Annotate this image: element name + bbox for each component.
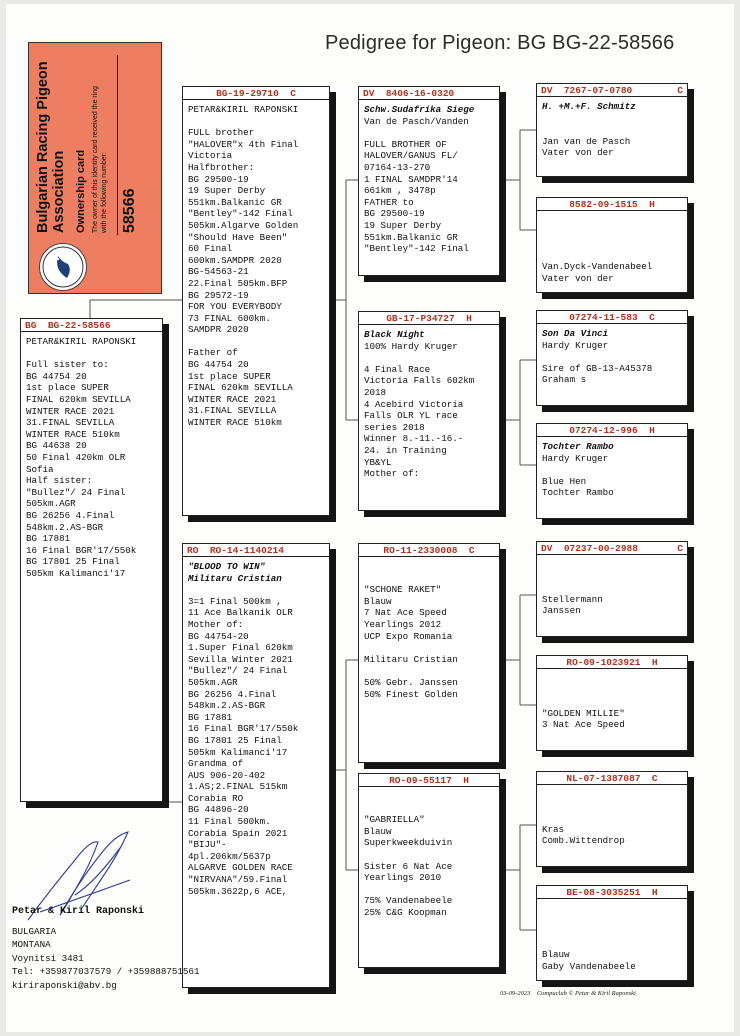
- note-line: Winner 8.-11.-16.-: [364, 433, 464, 445]
- card-divider: [117, 55, 118, 235]
- dam-sire-box: [358, 543, 500, 763]
- note-line: Blauw: [542, 949, 570, 961]
- note-line: 548km.2.AS-BGR: [188, 700, 266, 712]
- note-line: H. +M.+F. Schmitz: [542, 101, 636, 112]
- ss-ring: 8406-16-0320: [385, 88, 455, 99]
- ss-notes: [359, 100, 499, 255]
- card-ring-number: 58566: [121, 188, 138, 233]
- note-line: "SCHONE RAKET": [364, 584, 442, 596]
- note-line: 11 Ace Balkanik OLR: [188, 607, 293, 619]
- note-line: Vater von der: [542, 147, 614, 159]
- sds-sex: C: [649, 312, 655, 323]
- note-line: 551km.Balkanic GR: [188, 196, 282, 208]
- sss-country: DV: [541, 85, 553, 96]
- note-line: Sevilla Winter 2021: [188, 653, 293, 665]
- note-line: Victoria Falls 602km: [364, 375, 475, 387]
- sdd-notes: [537, 437, 687, 499]
- ssd-sex: H: [649, 199, 655, 210]
- note-line: [364, 573, 494, 585]
- note-line: Halfbrother:: [188, 161, 255, 173]
- note-line: [364, 849, 494, 861]
- note-line: "Should Have Been": [188, 231, 288, 243]
- ds-ring: RO-11-2330008: [383, 545, 458, 556]
- note-line: [188, 116, 324, 128]
- note-line: Father of: [188, 347, 238, 359]
- note-line: [542, 227, 682, 239]
- note-line: 50% Finest Golden: [364, 688, 458, 700]
- dam-notes: [183, 557, 329, 897]
- note-line: Janssen: [542, 605, 581, 617]
- note-line: HALOVER/GANUS FL/: [364, 150, 458, 162]
- note-line: Blauw: [364, 595, 392, 607]
- note-line: Mother of:: [364, 468, 420, 480]
- note-line: [542, 351, 682, 363]
- note-line: BG 17801 25 Final: [26, 556, 120, 568]
- ds-sex: C: [468, 545, 475, 556]
- note-line: [542, 582, 682, 594]
- note-line: BG 44754-20: [188, 630, 249, 642]
- note-line: [542, 789, 682, 801]
- dd-ring: RO-09-55117: [389, 775, 452, 786]
- sds-notes: [537, 324, 687, 386]
- note-line: BG 17801 25 Final: [188, 734, 282, 746]
- note-line: Son Da Vinci: [542, 328, 609, 339]
- note-line: PETAR&KIRIL RAPONSKI: [188, 104, 299, 115]
- note-line: 4pl.206km/5637p: [188, 850, 271, 862]
- note-line: Sister 6 Nat Ace: [364, 860, 453, 872]
- note-line: ALGARVE GOLDEN RACE: [188, 862, 293, 874]
- note-line: [364, 642, 494, 654]
- note-line: "Bullez"/ 24 Final: [188, 665, 288, 677]
- sire-sex: C: [290, 88, 296, 99]
- note-line: [364, 803, 494, 815]
- note-line: "Bentley"-142 Final: [364, 243, 469, 255]
- note-line: WINTER RACE 2021: [188, 393, 277, 405]
- sire-box: [182, 86, 330, 516]
- note-line: FINAL 620km SEVILLA: [188, 382, 293, 394]
- note-line: 661km , 3478p: [364, 185, 436, 197]
- sd-sex: H: [466, 313, 472, 324]
- note-line: "NIRVANA"/59.Final: [188, 874, 288, 886]
- owner-phone: Tel: +359877037579 / +359888751561: [12, 966, 200, 977]
- note-line: 31.FINAL SEVILLA: [26, 417, 115, 429]
- note-line: Grandma of: [188, 758, 244, 770]
- ddd-ring: BE-08-3035251: [566, 887, 641, 898]
- note-line: Tochter Rambo: [542, 441, 614, 452]
- note-line: Black Night: [364, 329, 425, 340]
- card-subtitle: Ownership card: [75, 149, 87, 233]
- note-line: Van de Pasch/Vanden: [364, 115, 469, 127]
- note-line: BG-54563-21: [188, 266, 249, 278]
- note-line: BG 29500-19: [188, 173, 249, 185]
- owner-name: Petar & Kiril Raponski: [12, 906, 145, 917]
- subject-notes: [21, 332, 162, 579]
- note-line: Sire of GB-13-A45378: [542, 362, 653, 374]
- note-line: [364, 884, 494, 896]
- note-line: Jan van de Pasch: [542, 135, 631, 147]
- note-line: Hardy Kruger: [542, 452, 609, 464]
- note-line: AUS 906-20-402: [188, 769, 266, 781]
- dds-notes: [537, 785, 687, 847]
- ssd-ring: 8582-09-1515: [569, 199, 638, 210]
- footer: [500, 990, 636, 997]
- dd-sex: H: [463, 775, 469, 786]
- ssd-notes: [537, 211, 687, 285]
- owner-info: [12, 905, 199, 992]
- note-line: [542, 559, 682, 571]
- note-line: 1.Super Final 620km: [188, 642, 293, 654]
- note-line: BG 44754 20: [188, 359, 249, 371]
- note-line: Blauw: [364, 825, 392, 837]
- dss-box: [536, 541, 688, 637]
- sss-box: [536, 83, 688, 177]
- note-line: [542, 673, 682, 685]
- note-line: 2018: [364, 386, 387, 398]
- owner-country: BULGARIA: [12, 925, 57, 937]
- note-line: [188, 584, 324, 596]
- note-line: WINTER RACE 2021: [26, 405, 115, 417]
- note-line: series 2018: [364, 421, 425, 433]
- note-line: 505km.3622p,6 ACE,: [188, 885, 288, 897]
- ddd-box: [536, 885, 688, 981]
- note-line: 11 Final 500km.: [188, 816, 271, 828]
- sire-dam-box: [358, 311, 500, 511]
- note-line: [542, 250, 682, 262]
- note-line: [542, 903, 682, 915]
- owner-address: Voynitsi 3481: [12, 952, 84, 964]
- note-line: FULL brother: [188, 127, 255, 139]
- note-line: [542, 238, 682, 250]
- note-line: [364, 352, 494, 364]
- dam-box: [182, 543, 330, 988]
- sdd-sex: H: [649, 425, 655, 436]
- note-line: 3=1 Final 500km ,: [188, 595, 282, 607]
- pigeon-icon: [40, 244, 86, 290]
- sd-ring: GB-17-P34727: [386, 313, 455, 324]
- note-line: BG 44754 20: [26, 370, 87, 382]
- note-line: BG 29572-19: [188, 289, 249, 301]
- note-line: "Bullez"/ 24 Final: [26, 486, 126, 498]
- note-line: 31.FINAL SEVILLA: [188, 405, 277, 417]
- note-line: [364, 791, 494, 803]
- note-line: 60 Final: [188, 243, 233, 255]
- note-line: 1st place SUPER: [26, 382, 109, 394]
- sdd-box: [536, 423, 688, 519]
- note-line: [542, 215, 682, 227]
- note-line: Yearlings 2010: [364, 872, 442, 884]
- note-line: Schw.Sudafrika Siege: [364, 104, 475, 115]
- note-line: 548km.2.AS-BGR: [26, 521, 104, 533]
- note-line: 505km Kalimanci'17: [188, 746, 288, 758]
- note-line: [542, 571, 682, 583]
- note-line: 4 Acebird Victoria: [364, 398, 464, 410]
- note-line: Blue Hen: [542, 475, 587, 487]
- note-line: "BLOOD TO WIN": [188, 561, 266, 572]
- sss-ring: 7267-07-0780: [563, 85, 633, 96]
- footer-credit: Compuclub © Petar & Kiril Raponski: [536, 990, 636, 997]
- note-line: BG 44896-20: [188, 804, 249, 816]
- note-line: 4 Final Race: [364, 363, 431, 375]
- sds-box: [536, 310, 688, 406]
- note-line: Yearlings 2012: [364, 618, 442, 630]
- ds-notes: [359, 557, 499, 700]
- note-line: 19 Super Derby: [188, 185, 266, 197]
- note-line: 551km.Balkanic GR: [364, 231, 458, 243]
- note-line: BG 26256 4.Final: [188, 688, 277, 700]
- note-line: Gaby Vandenabeele: [542, 960, 636, 972]
- note-line: Corabia Spain 2021: [188, 827, 288, 839]
- dsd-notes: [537, 669, 687, 731]
- note-line: 3 Nat Ace Speed: [542, 719, 625, 731]
- note-line: "BIJU"-: [188, 839, 227, 851]
- dd-notes: [359, 787, 499, 919]
- note-line: [364, 561, 494, 573]
- note-line: "Bentley"-142 Final: [188, 208, 293, 220]
- note-line: [542, 113, 682, 125]
- note-line: Vater von der: [542, 272, 614, 284]
- note-line: 50 Final 420km OLR: [26, 451, 126, 463]
- ownership-card: [28, 42, 162, 294]
- dsd-sex: H: [651, 657, 658, 668]
- note-line: Graham s: [542, 374, 587, 386]
- note-line: 16 Final BGR'17/550k: [26, 544, 137, 556]
- note-line: [542, 685, 682, 697]
- note-line: [542, 801, 682, 813]
- ssd-box: [536, 197, 688, 293]
- sds-ring: 07274-11-583: [569, 312, 638, 323]
- dsd-box: [536, 655, 688, 751]
- note-line: 75% Vandenabeele: [364, 895, 453, 907]
- note-line: [542, 938, 682, 950]
- note-line: [542, 696, 682, 708]
- note-line: BG 17881: [26, 533, 71, 545]
- dam-ring: RO-14-1140214: [209, 545, 284, 556]
- note-line: 7 Nat Ace Speed: [364, 607, 447, 619]
- dam-dam-box: [358, 773, 500, 968]
- association-logo: [39, 243, 87, 291]
- note-line: Sofia: [26, 463, 54, 475]
- note-line: [364, 127, 494, 139]
- note-line: [26, 348, 157, 360]
- note-line: Hardy Kruger: [542, 339, 609, 351]
- note-line: 505km Kalimanci'17: [26, 567, 126, 579]
- note-line: Victoria: [188, 150, 233, 162]
- owner-email: kiriraponski@abv.bg: [12, 979, 117, 991]
- ss-country: DV: [363, 88, 375, 99]
- note-line: PETAR&KIRIL RAPONSKI: [26, 336, 137, 347]
- note-line: FULL BROTHER OF: [364, 138, 447, 150]
- note-line: 22.Final 505km.BFP: [188, 277, 288, 289]
- sire-ring: BG-19-29710: [216, 88, 279, 99]
- note-line: FOR YOU EVERYBODY: [188, 301, 282, 313]
- note-line: Full sister to:: [26, 359, 109, 371]
- note-line: 1 FINAL SAMDPR'14: [364, 173, 458, 185]
- note-line: UCP Expo Romania: [364, 630, 453, 642]
- note-line: Militaru Cristian: [188, 572, 282, 584]
- note-line: FINAL 620km SEVILLA: [26, 393, 131, 405]
- ddd-notes: [537, 899, 687, 973]
- note-line: "HALOVER"x 4th Final: [188, 138, 299, 150]
- note-line: FATHER to: [364, 196, 414, 208]
- note-line: YB&YL: [364, 456, 392, 468]
- note-line: 19 Super Derby: [364, 219, 442, 231]
- dam-country: RO: [187, 545, 199, 556]
- dss-country: DV: [541, 543, 553, 554]
- note-line: [542, 124, 682, 136]
- note-line: Tochter Rambo: [542, 487, 614, 499]
- note-line: WINTER RACE 510km: [188, 417, 282, 429]
- note-line: 505km.AGR: [26, 498, 76, 510]
- note-line: [542, 464, 682, 476]
- note-line: 16 Final BGR'17/550k: [188, 723, 299, 735]
- dsd-ring: RO-09-1023921: [566, 657, 641, 668]
- note-line: BG 44638 20: [26, 440, 87, 452]
- subject-country: BG: [25, 320, 37, 331]
- note-line: 07164-13-270: [364, 161, 431, 173]
- sdd-ring: 07274-12-996: [569, 425, 638, 436]
- note-line: Van.Dyck-Vandenabeel: [542, 261, 653, 273]
- subject-ring: BG-22-58566: [47, 320, 111, 331]
- note-line: 600km.SAMDPR 2020: [188, 254, 282, 266]
- note-line: 25% C&G Koopman: [364, 906, 447, 918]
- note-line: "GABRIELLA": [364, 814, 425, 826]
- note-line: Half sister:: [26, 475, 93, 487]
- note-line: BG 17881: [188, 711, 233, 723]
- note-line: Mother of:: [188, 618, 244, 630]
- dss-ring: 07237-00-2988: [563, 543, 638, 554]
- note-line: 505km.Algarve Golden: [188, 219, 299, 231]
- note-line: WINTER RACE 510km: [26, 428, 120, 440]
- note-line: Falls OLR YL race: [364, 410, 458, 422]
- note-line: SAMDPR 2020: [188, 324, 249, 336]
- dss-notes: [537, 555, 687, 617]
- dds-sex: C: [651, 773, 658, 784]
- note-line: Stellermann: [542, 593, 603, 605]
- note-line: 50% Gebr. Janssen: [364, 676, 458, 688]
- owner-region: MONTANA: [12, 939, 51, 950]
- note-line: 24. in Training: [364, 444, 447, 456]
- note-line: [542, 812, 682, 824]
- card-organization: Bulgarian Racing Pigeon Association: [35, 61, 67, 233]
- dss-sex: C: [677, 543, 683, 554]
- note-line: 505km.AGR: [188, 676, 238, 688]
- note-line: 1st place SUPER: [188, 370, 271, 382]
- ddd-sex: H: [651, 887, 658, 898]
- note-line: Superkweekduivin: [364, 837, 453, 849]
- sire-notes: [183, 100, 329, 429]
- note-line: Corabia RO: [188, 792, 244, 804]
- note-line: Kras: [542, 823, 565, 835]
- subject-box: [20, 318, 163, 802]
- note-line: 73 FINAL 600km.: [188, 312, 271, 324]
- sd-notes: [359, 325, 499, 480]
- note-line: BG 26256 4.Final: [26, 509, 115, 521]
- note-line: 100% Hardy Kruger: [364, 340, 458, 352]
- note-line: 1.AS;2.FINAL 515km: [188, 781, 288, 793]
- page-title: Pedigree for Pigeon: BG BG-22-58566: [325, 32, 675, 54]
- note-line: BG 29500-19: [364, 208, 425, 220]
- footer-date: 03-09-2023: [500, 990, 531, 997]
- note-line: [188, 336, 324, 348]
- dds-ring: NL-07-1387087: [566, 773, 641, 784]
- note-line: Comb.Wittendrop: [542, 835, 625, 847]
- sss-notes: [537, 97, 687, 159]
- sss-sex: C: [677, 85, 683, 96]
- dds-box: [536, 771, 688, 867]
- note-line: [542, 915, 682, 927]
- card-description: The owner of this identity card received the ring with the following number:: [92, 85, 108, 233]
- note-line: Militaru Cristian: [364, 653, 458, 665]
- note-line: [542, 926, 682, 938]
- sire-sire-box: [358, 86, 500, 276]
- note-line: [364, 665, 494, 677]
- note-line: "GOLDEN MILLIE": [542, 707, 625, 719]
